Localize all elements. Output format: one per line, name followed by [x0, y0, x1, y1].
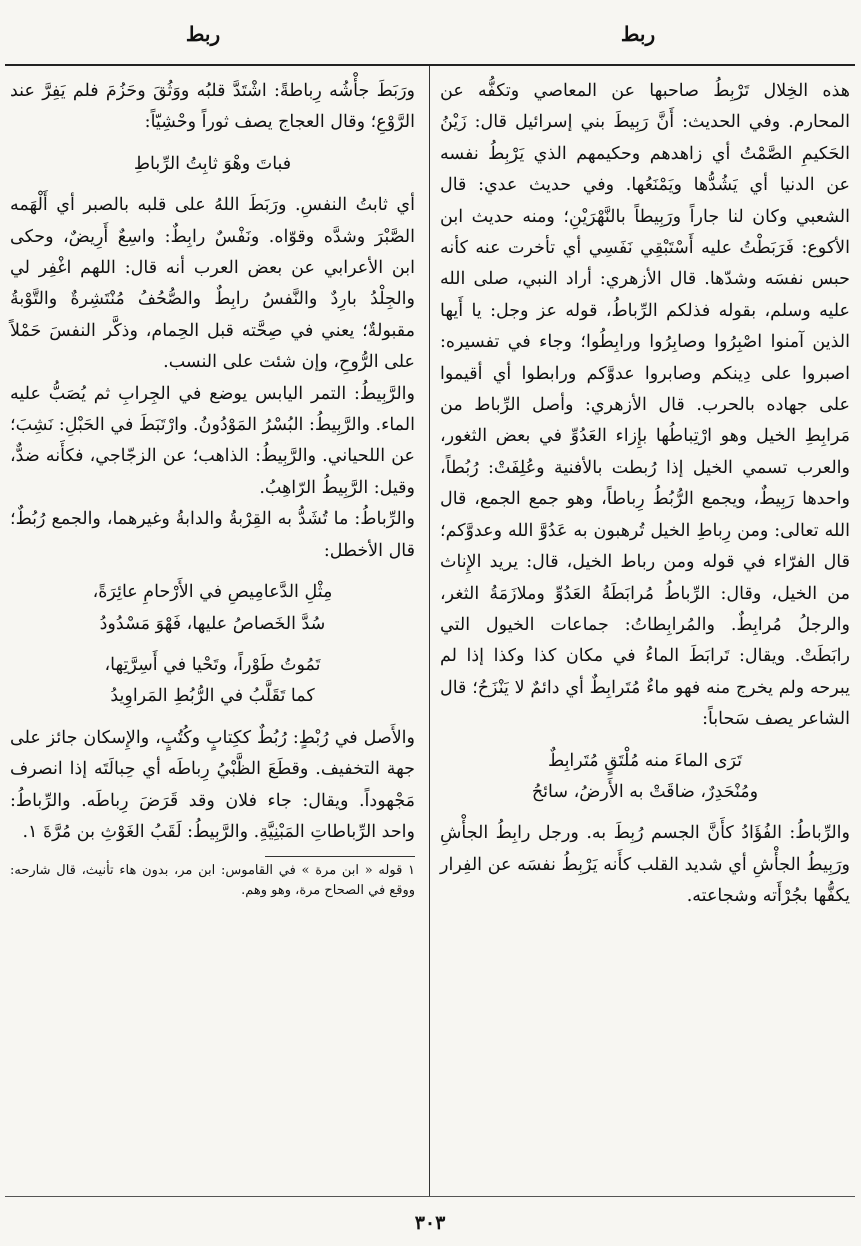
verse-line: ومُنْحَدِرٌ، ضاقَتْ به الأَرضُ، سائحُ	[531, 781, 759, 802]
footnote-rule	[265, 856, 415, 857]
right-header-word: ربط	[620, 22, 656, 46]
left-paragraph: والرَّبِيطُ: التمر اليابس يوضع في الجِرابِ ثم يُصَبُّ عليه الماء. والرَّبِيطُ: البُسْرُ المَوْدُونُ. وارْتَبَطَ في الحَبْلِ: نَشِبَ؛ عن اللحياني. والرَّبِيطُ: الذاهب؛ عن الزجّاجي، فكأَنه ضدٌّ، وقيل: الرَّبِيطُ الرّاهِبُ.	[10, 383, 415, 498]
verse-line: مِثْلِ الدَّعامِيصِ في الأَرْحامِ عائِرَةً،	[92, 582, 333, 603]
bottom-rule	[5, 1196, 855, 1197]
page-number: ٣٠٣	[414, 1212, 446, 1234]
right-verse	[440, 746, 850, 809]
left-verse	[10, 650, 415, 713]
right-paragraph: هذه الخِلال تَرْبِطُ صاحبها عن المعاصي وتكفُّه عن المحارم. وفي الحديث: أَنَّ رَبِيطَ بني إسرائيل قال: زَيْنُ الحَكيمِ الصَّمْتُ أي زاهدهم وحكيمهم الذي يَرْبِطُ نفسه عن الدنيا أي يَشُدُّها ويَمْنَعُها. وفي حديث عدي: قال الشعبي وكان لنا جاراً ورَبِيطاً بالنَّهْرَيْنِ؛ ومنه حديث ابن الأكوع: فَرَبَطْتُ عليه أَسْتَبْقِي نَفَسِي أي تأخرت عنه كأنه حبس نفسَه وشدّها. قال الأزهري: أراد النبي، صلى الله عليه وسلم، بقوله فذلكم الرِّباطُ، قوله عز وجل: يا أَيها الذين آمنوا اصْبِرُوا وصابِرُوا ورابِطُوا؛ وجاء في تفسيره: اصبروا على دِينكم وصابروا عدوَّكم ورابطوا أي أقيموا على جهاده بالحرب. قال الأزهري: وأصل الرِّباط من مَرابِطِ الخيل وهو ارْتِباطُها بإِزاء العَدُوِّ في بعض الثغور، والعرب تسمي الخيل إذا رُبطت بالأفنية وعُلِفَتْ: رُبُطاً، واحدها رَبِيطٌ، ويجمع الرُّبُطُ رِباطاً، وهو جمع الجمع، قال الله تعالى: ومن رِباطِ الخيل تُرهبون به عَدُوَّ الله وعدوَّكم؛ قال الفرّاء في قوله ومن رباط الخيل، قال: يريد الإِناث من الخيل، وقال: الرِّباطُ مُرابَطَةُ العَدُوِّ وملازَمَةُ الثغر، والرجلُ مُرابِطٌ. والمُرابِطاتُ: جماعات الخيول التي رابَطَتْ. ويقال: تَرابَطَ الماءُ في مكان كذا وكذا إذا لم يبرحه ولم يخرج منه فهو ماءٌ مُتَرابِطٌ أي دائمٌ لا يَنْزَحُ؛ قال الشاعر يصف سَحاباً:	[440, 81, 850, 730]
left-column	[10, 76, 415, 901]
footnote: ١ قوله « ابن مرة » في القاموس: ابن مر، بدون هاء تأنيث، قال شارحه: ووقع في الصحاح مرة، وهو وهم.	[10, 863, 415, 899]
left-paragraph: ورَبَطَ جأْشُه رِباطةً: اشْتَدَّ قلبُه ووَثُقَ وحَزُمَ فلم يَفِرَّ عند الرَّوْعِ؛ وقال العجاج يصف ثوراً وحْشِيّاً:	[10, 81, 415, 133]
left-verse: فباتَ وهْوَ ثابِتُ الرِّباطِ	[133, 153, 292, 174]
right-column	[440, 76, 850, 913]
verse-line: سُدَّ الخَصاصُ عليها، فَهْوَ مَسْدُودُ	[99, 613, 326, 634]
right-paragraph: والرِّباطُ: الفُؤَادُ كأَنَّ الجسم رُبِطَ به. ورجل رابِطُ الجأْشِ ورَبِيطُ الجأْشِ أي شديد القلب كأَنه يَرْبِطُ نفسَه عن الفِرار يكفُّها بجُرْأَته وشجاعته.	[440, 823, 850, 907]
column-divider	[429, 66, 430, 1196]
top-rule	[5, 64, 855, 66]
left-paragraph: والأَصل في رُبْطٍ: رُبُطٌ ككِتابٍ وكُتُبٍ، والإِسكان جائز على جهة التخفيف. وقطَعَ الظَّبْيُ رِباطَه أي حِبالَتَه إذا انصرف مَجْهوداً. ويقال: جاء فلان وقد قَرَضَ رِباطَه. والرِّباطُ: واحد الرِّباطاتِ المَبْنِيَّةِ. والرَّبِيطُ: لَقَبُ الغَوْثِ بن مُرَّةَ ١.	[10, 727, 415, 842]
left-verse	[10, 577, 415, 640]
left-header-word: ربط	[185, 22, 221, 46]
left-paragraph: أي ثابتُ النفسِ. ورَبَطَ اللهُ على قلبه بالصبر أي أَلْهَمه الصَّبْرَ وشدَّه وقوّاه. ونَفْسٌ رابِطٌ: واسِعٌ أَرِيضٌ، وحكى ابن الأعرابي عن بعض العرب أنه قال: اللهم اغْفِر لي والجِلْدُ بارِدٌ والنَّفسُ رابِطٌ والصُّحُفُ مُنْتَشِرةٌ والتَّوْبةُ مقبولةٌ؛ يعني في صِحَّته قبل الحِمام، وذكَّر النفسَ حَمْلاً على الرُّوحِ، وإن شئت على النسب.	[10, 195, 415, 373]
verse-line: تَمُوتُ طَوْراً، وتَحْيا في أَسِرَّتِها،	[104, 654, 321, 675]
left-paragraph: والرِّباطُ: ما تُشَدُّ به القِرْبةُ والدابةُ وغيرهما، والجمع رُبُطٌ؛ قال الأخطل:	[10, 509, 415, 561]
verse-line: تَرَى الماءَ منه مُلْتَقٍ مُتَرابِطٌ	[547, 750, 743, 771]
verse-line: كما تَقَلَّبُ في الرُّبُطِ المَراوِيدُ	[110, 686, 315, 707]
